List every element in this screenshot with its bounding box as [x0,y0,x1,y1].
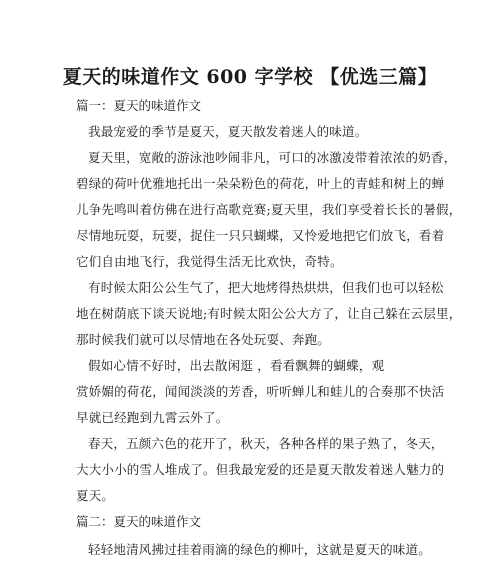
paragraph-line: 夏天。 [76,488,115,503]
paragraph-line: 它们自由地飞行，我觉得生活无比欢快，奇特。 [76,254,343,269]
paragraph-line: 尽情地玩耍，玩要，捉住一只只蝴蝶，又怜爱地把它们放飞，看着 [76,228,445,243]
paragraph-line: 大大小小的雪人堆成了。但我最宠爱的还是夏天散发着迷人魅力的 [76,462,445,477]
section-heading: 篇二：夏天的味道作文 [76,514,202,529]
paragraph-line: 春天，五颜六色的花开了，秋天，各种各样的果子熟了，冬天， [88,436,444,451]
paragraph-line: 轻轻地清风拂过挂着雨滴的绿色的柳叶，这就是夏天的味道。 [88,542,431,557]
paragraph-line: 那时候我们就可以尽情地在各处玩耍、奔跑。 [76,332,331,347]
paragraph-line: 早就已经跑到九霄云外了。 [76,410,229,425]
paragraph-line: 儿争先鸣叫着仿佛在进行高歌竞赛;夏天里，我们享受着长长的暑假， [76,202,462,217]
paragraph-line: 有时候太阳公公生气了，把大地烤得热烘烘，但我们也可以轻松 [88,280,444,295]
paragraph-line: 假如心情不好时，出去散闲逛 ，看看飘舞的蝴蝶，观 [88,358,385,373]
paragraph-line: 我最宠爱的季节是夏天，夏天散发着迷人的味道。 [88,124,368,139]
paragraph-line: 碧绿的荷叶优雅地托出一朵朵粉色的荷花，叶上的青蛙和树上的蝉 [76,176,445,191]
document-title: 夏天的味道作文 600 字学校 【优选三篇】 [62,66,438,88]
section-heading: 篇一：夏天的味道作文 [76,98,202,113]
paragraph-line: 夏天里，宽敞的游泳池吵闹非凡，可口的冰激凌带着浓浓的奶香， [88,150,457,165]
paragraph-line: 赏娇媚的荷花，闻闻淡淡的芳香，听听蝉儿和蛙儿的合奏那不快活 [76,384,445,399]
paragraph-line: 地在树荫底下谈天说地;有时候太阳公公大方了，让自己躲在云层里， [76,306,462,321]
